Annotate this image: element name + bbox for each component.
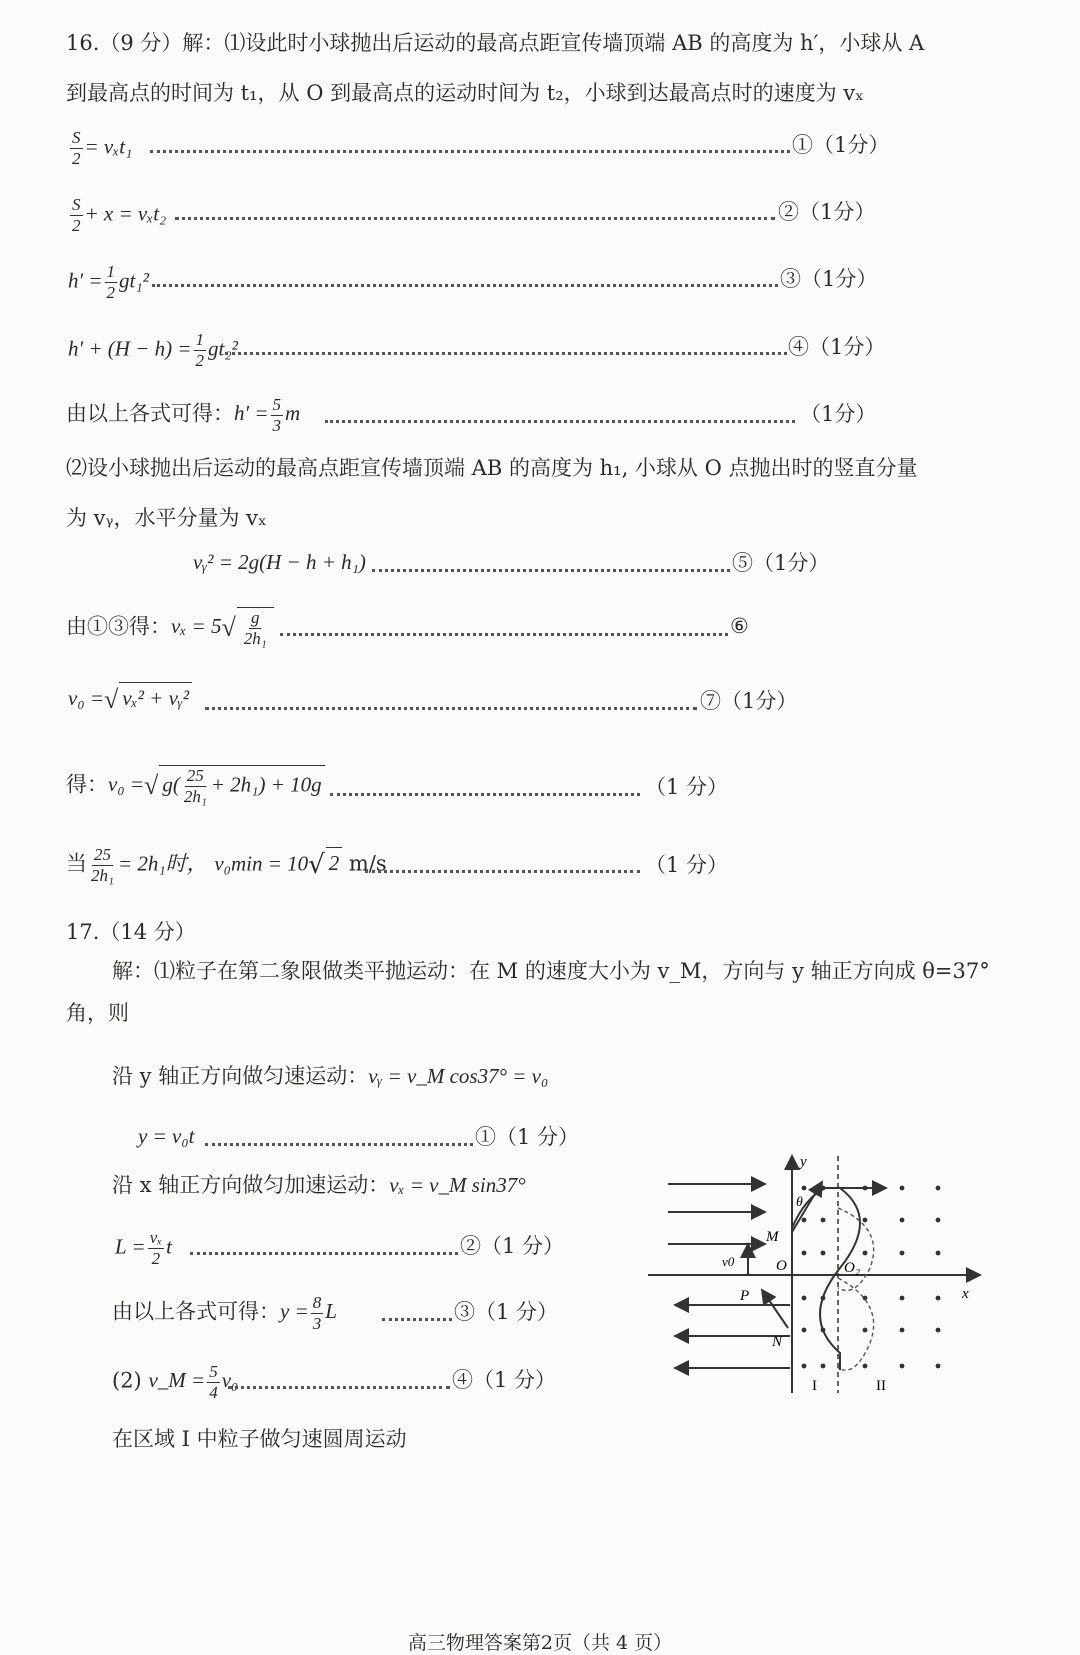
q16-eq2 [68,195,166,236]
region-ii-label: II [876,1378,886,1394]
q17-intro1: 解：⑴粒子在第二象限做类平抛运动：在 M 的速度大小为 v_M，方向与 y 轴正方向成 θ=37° [112,959,990,983]
q16-eq5-tag: （1分） [800,402,877,426]
q17-eq3 [112,1293,337,1334]
frac-num: S [72,128,81,147]
eq-lhs: v₀min = 10 [214,851,309,876]
frac-num: 1 [195,330,205,349]
q17-eq1: y = v₀t [138,1124,195,1148]
q17-line-y [112,1061,548,1091]
radicand: vₓ² + vᵧ² [119,682,192,713]
q16-eq7-tag: ⑥ [730,614,749,638]
q17-eq4-tag: ④（1 分） [452,1368,557,1392]
eq-lhs: L = [115,1234,146,1259]
q17-heading: 17.（14 分） [66,920,196,944]
frac-num: 25 [186,766,204,785]
eq-lhs: h′ = [234,401,269,426]
q17-eq2-tag: ②（1 分） [460,1234,565,1258]
dotted-leader [280,633,728,636]
dotted-leader [365,870,640,873]
sqrt-icon: √ [104,685,119,715]
q16-eq7 [66,607,274,649]
dotted-leader [205,707,697,710]
v0-label: v0 [722,1254,735,1269]
q16-eq5 [66,395,300,436]
q16-eq10 [66,845,387,886]
radicand: 2 [326,847,343,878]
dotted-leader [372,569,730,572]
q16-line2: 到最高点的时间为 t₁，从 O 到最高点的运动时间为 t₂，小球到达最高点时的速度为 vₓ [66,81,865,105]
point-n-label: N [772,1334,783,1350]
q16-eq3-tag: ③（1分） [780,267,878,291]
frac-den: 2 [72,216,81,235]
eq-prefix: 得： [66,772,108,797]
q16-eq9 [66,765,325,807]
line-text: 沿 x 轴正方向做匀加速运动： [112,1173,390,1197]
field-diagram [640,1148,990,1408]
eq-lhs: h′ = [68,268,103,293]
frac-num: 5 [272,395,282,414]
q16-eq8-tag: ⑦（1分） [700,689,798,713]
dashed-arcs [838,1208,874,1370]
dotted-leader [330,793,640,796]
frac-den: 2 [72,149,81,168]
eq-lhs: v_M = [148,1368,206,1393]
q16-eq8 [68,682,192,715]
q17-last-line: 在区域 I 中粒子做匀速圆周运动 [112,1427,407,1451]
frac-num: 5 [209,1362,218,1381]
q16-eq3 [68,262,149,303]
eq-lhs: vₓ = 5 [171,614,222,639]
sqrt-icon: √ [308,849,325,880]
eq-rhs: v₀ [221,1368,239,1393]
q16-eq6: vᵧ² = 2g(H − h + h₁) [193,550,366,574]
q16-eq4-tag: ④（1分） [788,335,886,359]
eq-rhs: L [325,1299,337,1324]
q16-part2-line1: ⑵设小球抛出后运动的最高点距宣传墙顶端 AB 的高度为 h₁, 小球从 O 点抛出时的竖直分量 [66,456,918,480]
rad-post: + 2h₁) + 10g [210,772,322,797]
q17-intro2: 角，则 [66,1001,129,1025]
dotted-leader [150,150,790,153]
eq-prefix: 由以上各式可得： [66,401,234,426]
eq-prefix: 当 [66,851,87,876]
frac-num: S [72,195,81,214]
dotted-leader [152,284,778,287]
eq-prefix: 由①③得： [66,614,171,639]
frac-den: 3 [272,416,282,435]
o2-label: O₂ [844,1260,861,1276]
dotted-leader [205,1143,473,1146]
line-expr: vᵧ = v_M cos37° = v₀ [368,1064,549,1088]
region-i-label: I [812,1378,817,1394]
eq-rhs: m [285,401,301,426]
q17-eq2 [115,1228,172,1269]
q16-eq10-tag: （1 分） [645,853,729,877]
frac-num: g [250,608,260,627]
dotted-leader [225,352,787,355]
frac-num: 1 [106,262,116,281]
frac-num: vₓ [149,1228,163,1247]
q16-eq4 [68,330,238,371]
frac-den: 2h₁ [183,787,207,806]
q16-eq1 [68,128,132,169]
dotted-leader [325,420,795,423]
unit: m/s [342,851,387,876]
dotted-leader [382,1318,452,1321]
q17-eq1-tag: ①（1 分） [475,1125,580,1149]
eq-rhs: = vₓt₁ [84,134,133,159]
frac-den: 2h₁ [91,866,114,885]
dotted-leader [228,1386,450,1389]
point-p-label: P [740,1288,750,1304]
eq-lhs: v₀ = [108,772,145,797]
dotted-leader [190,1252,458,1255]
q17-eq4 [112,1362,238,1403]
frac-den: 2 [106,283,116,302]
q17-line-x [112,1170,526,1200]
frac-den: 2h₁ [243,629,267,648]
sqrt-icon: √ [221,613,236,643]
frac-num: 25 [93,845,111,864]
dotted-leader [175,217,775,220]
eq-lhs: h′ + (H − h) = [68,336,192,361]
q16-part2-line2: 为 vᵧ，水平分量为 vₓ [66,506,267,530]
eq-rhs: gt₂² [208,336,238,361]
eq-mid: = 2h₁时， [117,851,208,876]
frac-den: 2 [195,351,205,370]
n-velocity-arrow [762,1290,788,1328]
q16-eq2-tag: ②（1分） [778,200,876,224]
x-axis-label: x [962,1286,969,1302]
frac-num: 8 [312,1293,322,1312]
q16-eq6-tag: ⑤（1分） [732,551,830,575]
q16-eq1-tag: ①（1分） [792,133,890,157]
eq-lhs: y = [280,1299,309,1324]
frac-den: 4 [209,1383,218,1402]
y-axis-label: y [800,1154,807,1170]
q16-heading: 16.（9 分）解：⑴设此时小球抛出后运动的最高点距宣传墙顶端 AB 的高度为 h′，小球从 A [66,31,925,55]
page-footer: 高三物理答案第2页（共 4 页） [407,1632,673,1654]
rad-pre: g( [162,772,180,797]
point-m-label: M [766,1229,779,1245]
frac-den: 2 [151,1249,161,1268]
theta-label: θ [796,1195,803,1210]
q16-eq9-tag: （1 分） [645,775,729,799]
line-text: 沿 y 轴正方向做匀速运动： [112,1064,369,1088]
eq-prefix: (2) [112,1368,142,1393]
frac-den: 3 [312,1314,322,1333]
eq-lhs: v₀ = [68,686,105,710]
origin-label: O [776,1258,787,1274]
eq-rhs: + x = vₓt₂ [84,201,167,226]
q17-eq3-tag: ③（1 分） [454,1300,559,1324]
line-expr: vₓ = v_M sin37° [389,1173,526,1197]
eq-rhs: t [166,1234,172,1259]
eq-prefix: 由以上各式可得： [112,1299,280,1324]
sqrt-icon: √ [144,771,159,801]
eq-rhs: gt₁² [119,268,149,293]
electric-field-arrows-upper [668,1184,765,1244]
